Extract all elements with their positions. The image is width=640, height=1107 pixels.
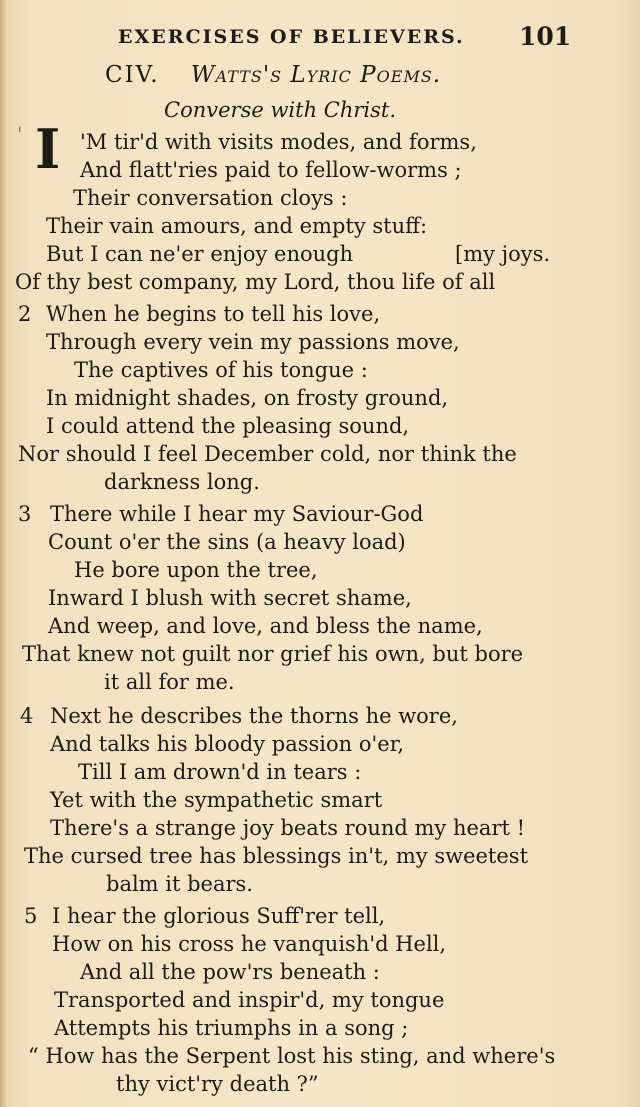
verse-line: And all the pow'rs beneath : bbox=[80, 960, 380, 984]
verse-line: There while I hear my Saviour-God bbox=[50, 502, 424, 526]
verse-line: Their conversation cloys : bbox=[73, 186, 348, 210]
verse-line: Inward I blush with secret shame, bbox=[48, 586, 412, 610]
verse-line: Next he describes the thorns he wore, bbox=[50, 704, 458, 728]
page-gutter bbox=[0, 0, 6, 1107]
verse-line: I could attend the pleasing sound, bbox=[46, 414, 410, 438]
verse-line: it all for me. bbox=[104, 670, 235, 694]
verse-line: Transported and inspir'd, my tongue bbox=[54, 988, 445, 1012]
verse-line: 'M tir'd with visits modes, and forms, bbox=[80, 130, 477, 154]
stanza-number: 3 bbox=[18, 502, 32, 526]
verse-line: “ How has the Serpent lost his sting, and where's bbox=[28, 1044, 556, 1068]
verse-line: And flatt'ries paid to fellow-worms ; bbox=[80, 158, 462, 182]
hymn-heading bbox=[105, 62, 441, 88]
verse-line: balm it bears. bbox=[106, 872, 253, 896]
verse-line: The cursed tree has blessings in't, my sweetest bbox=[24, 844, 529, 868]
verse-line-turnover: [my joys. bbox=[455, 242, 551, 266]
stanza-number: 4 bbox=[20, 704, 34, 728]
verse-line: Yet with the sympathetic smart bbox=[50, 788, 383, 812]
hymn-number: CIV. bbox=[105, 62, 160, 88]
stanza-number: 5 bbox=[24, 904, 38, 928]
verse-line: There's a strange joy beats round my heart ! bbox=[50, 816, 526, 840]
hymn-title: Converse with Christ. bbox=[164, 98, 397, 122]
verse-line: Their vain amours, and empty stuff: bbox=[46, 214, 428, 238]
verse-line: thy vict'ry death ?” bbox=[116, 1072, 319, 1096]
verse-line: Attempts his triumphs in a song ; bbox=[54, 1016, 409, 1040]
drop-cap: I bbox=[35, 117, 61, 181]
verse-line: The captives of his tongue : bbox=[74, 358, 368, 382]
verse-line: He bore upon the tree, bbox=[74, 558, 318, 582]
margin-mark: ' bbox=[17, 122, 23, 146]
running-title: EXERCISES OF BELIEVERS. bbox=[118, 26, 465, 48]
verse-line: Nor should I feel December cold, nor think the bbox=[18, 442, 517, 466]
page-number: 101 bbox=[519, 22, 572, 51]
verse-line: Of thy best company, my Lord, thou life of all bbox=[15, 270, 496, 294]
verse-line: But I can ne'er enjoy enough bbox=[46, 242, 354, 266]
verse-line: And talks his bloody passion o'er, bbox=[50, 732, 405, 756]
verse-line: That knew not guilt nor grief his own, but bore bbox=[22, 642, 524, 666]
verse-line: I hear the glorious Suff'rer tell, bbox=[52, 904, 386, 928]
verse-line: Through every vein my passions move, bbox=[46, 330, 460, 354]
verse-line: And weep, and love, and bless the name, bbox=[48, 614, 483, 638]
page-header bbox=[0, 22, 640, 52]
verse-line: When he begins to tell his love, bbox=[46, 302, 381, 326]
hymn-source: Watts's Lyric Poems. bbox=[190, 62, 442, 88]
verse-line: How on his cross he vanquish'd Hell, bbox=[52, 932, 447, 956]
verse-line: In midnight shades, on frosty ground, bbox=[46, 386, 449, 410]
verse-line: Till I am drown'd in tears : bbox=[78, 760, 362, 784]
verse-line: darkness long. bbox=[104, 470, 260, 494]
stanza-number: 2 bbox=[18, 302, 32, 326]
verse-line: Count o'er the sins (a heavy load) bbox=[48, 530, 406, 554]
